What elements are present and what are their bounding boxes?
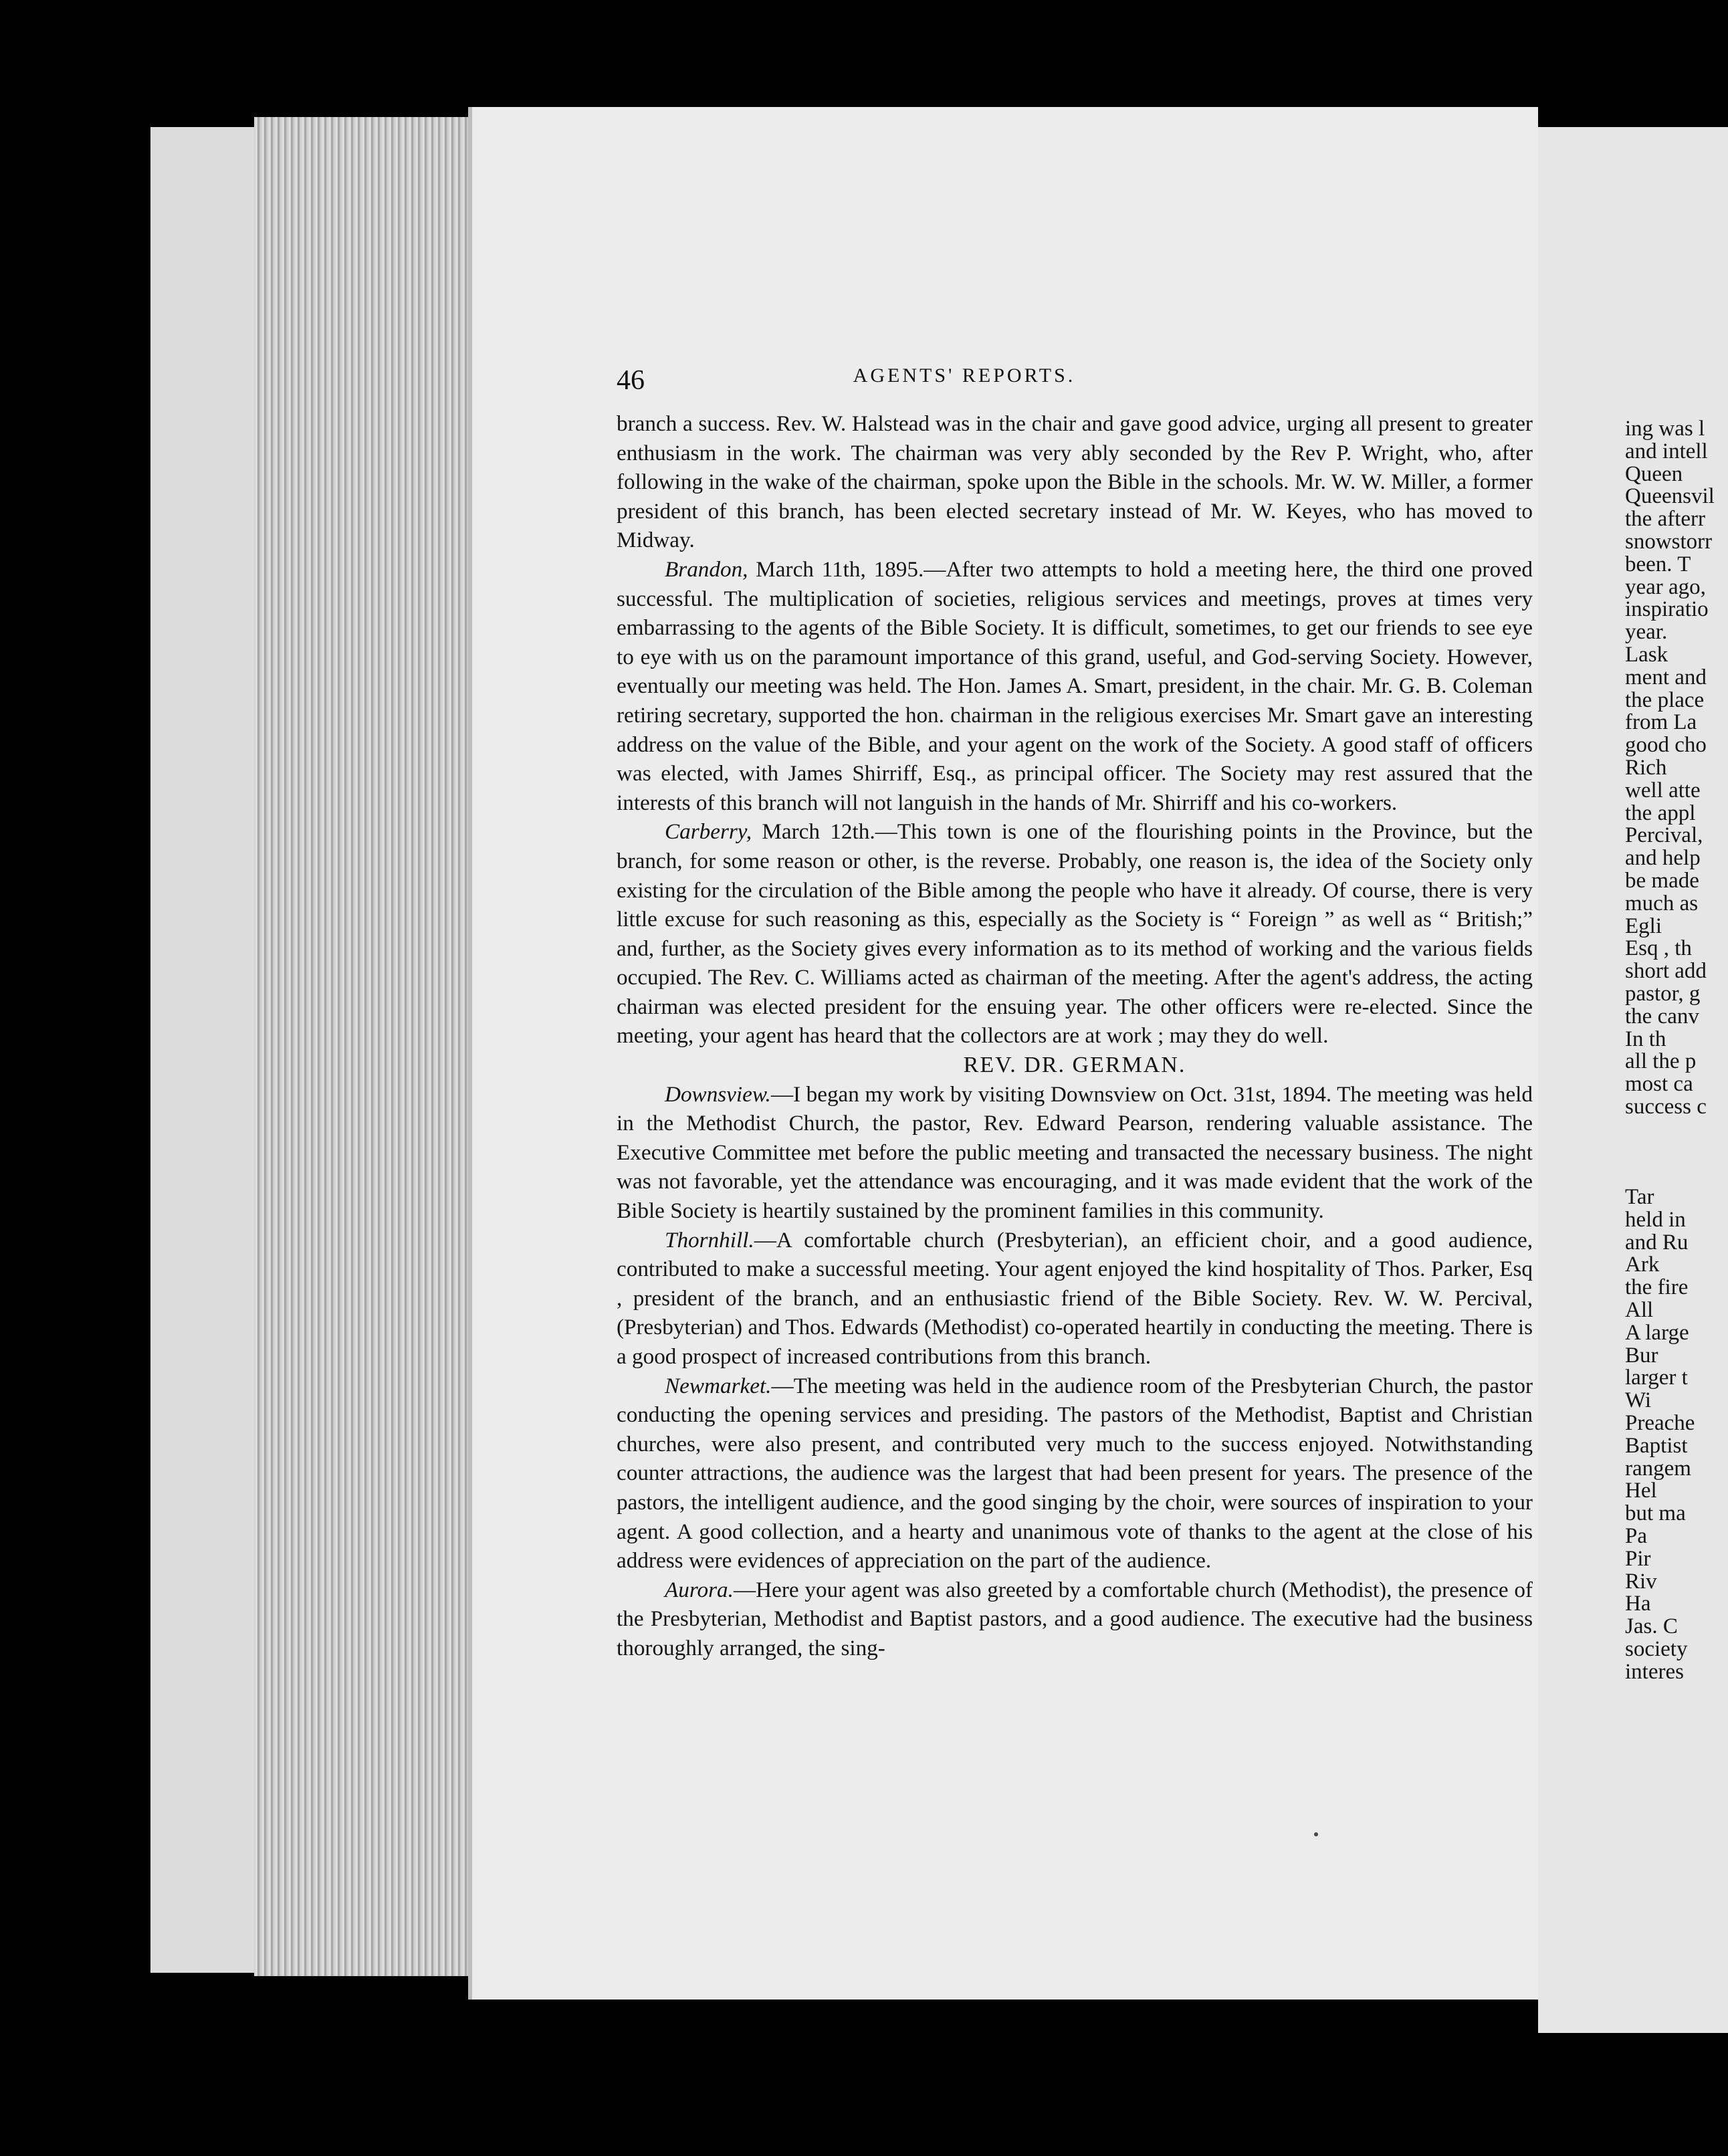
right-page-line: Egli <box>1625 913 1662 938</box>
right-page-line: pastor, g <box>1625 981 1701 1006</box>
paragraph-thornhill <box>617 1226 1533 1372</box>
right-page-line: from La <box>1625 710 1697 735</box>
paragraph-carberry <box>617 817 1533 1051</box>
right-page-line: larger t <box>1625 1366 1688 1390</box>
place-name: Brandon, <box>665 556 748 582</box>
right-page-line: much as <box>1625 891 1699 915</box>
right-page-line: society <box>1625 1637 1688 1662</box>
page-number: 46 <box>617 365 645 396</box>
place-name: Aurora. <box>665 1577 734 1602</box>
right-page-line <box>1625 1164 1728 1186</box>
paragraph-downsview <box>617 1080 1533 1226</box>
right-page-line: Ark <box>1625 1253 1660 1277</box>
right-page-line: and Ru <box>1625 1230 1689 1255</box>
right-page-line: inspiratio <box>1625 597 1709 622</box>
place-name: Newmarket. <box>665 1373 772 1398</box>
paragraph-newmarket <box>617 1372 1533 1576</box>
right-page-line: the afterr <box>1625 507 1705 532</box>
right-page-line <box>1625 1119 1728 1142</box>
right-page-line <box>1625 1142 1728 1164</box>
right-page-line: the fire <box>1625 1275 1689 1300</box>
right-page-line: most ca <box>1625 1072 1693 1097</box>
page-edges <box>254 117 481 1976</box>
right-page-line: the place <box>1625 687 1705 712</box>
right-page-line: all the p <box>1625 1049 1697 1074</box>
right-page-line: year ago, <box>1625 574 1706 599</box>
right-page-line: Pa <box>1625 1524 1647 1549</box>
right-page-line: ing was l <box>1625 418 1705 441</box>
right-page-line: Tar <box>1625 1185 1654 1210</box>
right-page-line: been. T <box>1625 552 1691 576</box>
right-page-line: All <box>1625 1298 1654 1323</box>
place-name: Carberry, <box>665 819 752 845</box>
right-page-line: rangem <box>1625 1456 1691 1481</box>
right-page-line: Wi <box>1625 1388 1651 1413</box>
right-page-line: Riv <box>1625 1569 1657 1594</box>
right-page-line: Preache <box>1625 1411 1695 1436</box>
ink-speck <box>1314 1832 1318 1836</box>
right-page-text <box>1625 418 1728 1684</box>
right-page-line: Pir <box>1625 1546 1651 1571</box>
right-page-line: but ma <box>1625 1501 1686 1526</box>
paragraph-text: March 12th.—This town is one of the flourishing points in the Province, but the branch, for some reason or other, is the reverse. Probably, one reason is, the idea of the Society only existing for the circulation of the Bible among the people who have it already. Of course, there is very little excuse for such reasoning as this, especially as the Society is “ Foreign ” as well as “ British;” and, further, as the Society gives every information as to its method of working and the various fields occupied. The Rev. C. Williams acted as chairman of the meeting. After the agent's address, the acting chairman was elected president for the ensuing year. The other officers were re-elected. Since the meeting, your agent has heard that the collectors are at work ; may they do well. <box>617 819 1533 1049</box>
right-page-line: Queen <box>1625 461 1683 486</box>
right-page-line: snowstorr <box>1625 529 1713 554</box>
paragraph-aurora <box>617 1576 1533 1663</box>
right-page-line: year. <box>1625 620 1668 645</box>
paragraph-text: —I began my work by visiting Downsview on Oct. 31st, 1894. The meeting was held in the Methodist Church, the pastor, Rev. Edward Pearson, rendering valuable assistance. The Executive Committee met before the public meeting and transacted the necessary business. The night was not favorable, yet the attendance was encouraging, and it was made evident that the work of the Bible Society is heartily sustained by the prominent families in this community. <box>617 1081 1533 1224</box>
paragraph-branch-success: branch a success. Rev. W. Halstead was in the chair and gave good advice, urging all present to greater enthusiasm in the work. The chairman was very ably seconded by the Rev P. Wright, who, after following in the wake of the chairman, spoke upon the Bible in the schools. Mr. W. W. Miller, a former president of this branch, has been elected secretary instead of Mr. W. Keyes, who has moved to Midway. <box>617 411 1533 553</box>
right-page-line: success c <box>1625 1094 1707 1119</box>
paragraph-brandon <box>617 555 1533 817</box>
right-page-line: and help <box>1625 846 1701 871</box>
right-page-line: the appl <box>1625 800 1696 825</box>
paragraph-text: —Here your agent was also greeted by a comfortable church (Methodist), the presence of the Presbyterian, Methodist and Baptist pastors, and a good audience. The executive had the business thoroughly arranged, the sing- <box>617 1577 1533 1660</box>
right-page-line: Rich <box>1625 755 1667 780</box>
right-page-line: interes <box>1625 1659 1684 1684</box>
right-page-line: and intell <box>1625 439 1708 463</box>
right-page-line: A large <box>1625 1320 1689 1345</box>
right-page-line: Queensvil <box>1625 484 1715 509</box>
right-page-line: Bur <box>1625 1343 1658 1368</box>
right-page-line: Jas. C <box>1625 1614 1678 1639</box>
section-heading: REV. DR. GERMAN. <box>963 1053 1186 1078</box>
place-name: Downsview. <box>665 1081 771 1107</box>
right-page-line: Baptist <box>1625 1433 1688 1458</box>
right-page-line: Esq , th <box>1625 936 1692 961</box>
running-head: AGENTS' REPORTS. <box>853 364 1076 387</box>
right-page-line: be made <box>1625 868 1699 893</box>
right-page-line: In th <box>1625 1027 1666 1051</box>
right-page-line: good cho <box>1625 733 1707 758</box>
paragraph-text: —A comfortable church (Presbyterian), an efficient choir, and a good audience, contributed to make a successful meeting. Your agent enjoyed the kind hospitality of Thos. Parker, Esq , president of the branch, and an enthusiastic friend of the Bible Society. Rev. W. W. Percival, (Presbyterian) and Thos. Edwards (Methodist) co-operated heartily in conducting the meeting. There is a good prospect of increased contributions from this branch. <box>617 1227 1533 1369</box>
right-page-line: ment and <box>1625 665 1707 689</box>
right-page-line: well atte <box>1625 778 1701 802</box>
paragraph-text: March 11th, 1895.—After two attempts to hold a meeting here, the third one proved successful. The multiplication of societies, religious services and meetings, proves at times very embarrassing to the agents of the Bible Society. It is difficult, sometimes, to get our friends to see eye to eye with us on the paramount importance of this grand, useful, and God-serving Society. However, eventually our meeting was held. The Hon. James A. Smart, president, in the chair. Mr. G. B. Coleman retiring secretary, supported the hon. chairman in the religious exercises Mr. Smart gave an interesting address on the value of the Bible, and your agent on the work of the Society. A good staff of officers was elected, with James Shirriff, Esq., as principal officer. The Society may rest assured that the interests of this branch will not languish in the hands of Mr. Shirriff and his co-workers. <box>617 556 1533 815</box>
right-page-line: the canv <box>1625 1004 1699 1029</box>
right-page-line: Lask <box>1625 642 1668 667</box>
paragraph-text: —The meeting was held in the audience room of the Presbyterian Church, the pastor conducting the opening services and presiding. The pastors of the Methodist, Baptist and Christian churches, were also present, and contributed very much to the success enjoyed. Notwithstanding counter attractions, the audience was the largest that had been present for years. The presence of the pastors, the intelligent audience, and the good singing by the choir, were sources of inspiration to your agent. A good collection, and a hearty and unanimous vote of thanks to the agent at the close of his address were evidences of appreciation on the part of the audience. <box>617 1373 1533 1574</box>
right-page-line: held in <box>1625 1207 1686 1232</box>
right-page-line: Hel <box>1625 1479 1657 1503</box>
place-name: Thornhill. <box>665 1227 754 1253</box>
right-page-line: Percival, <box>1625 823 1703 848</box>
right-page-line: short add <box>1625 959 1707 984</box>
right-page-line: Ha <box>1625 1592 1651 1616</box>
page-body <box>617 409 1533 1663</box>
